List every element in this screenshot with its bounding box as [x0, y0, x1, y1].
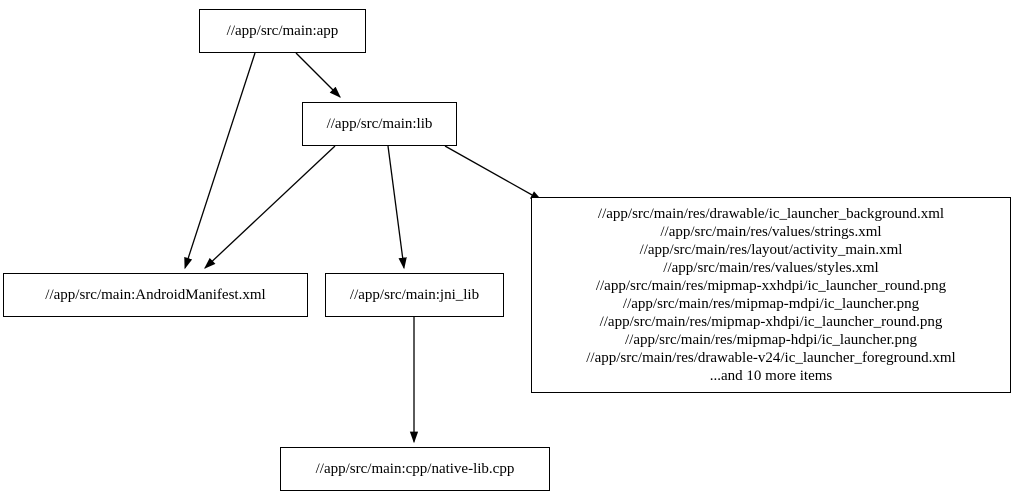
node-label-line: //app/src/main/res/drawable/ic_launcher_background.xml: [597, 206, 945, 222]
edge-app-to-lib: [296, 53, 340, 97]
node-label-line: //app/src/main/res/mipmap-mdpi/ic_launcher.png: [622, 296, 920, 312]
node-label-line: //app/src/main:cpp/native-lib.cpp: [315, 461, 515, 477]
graph-node-app[interactable]: [199, 9, 366, 53]
edge-lib-to-jni_lib: [388, 146, 404, 268]
node-label-line: //app/src/main/res/mipmap-hdpi/ic_launcher.png: [624, 332, 917, 348]
graph-node-jni-lib[interactable]: [325, 273, 504, 317]
node-label-line: //app/src/main/res/drawable-v24/ic_launcher_foreground.xml: [586, 350, 956, 366]
node-label-line: //app/src/main:app: [226, 23, 339, 39]
edge-lib-to-resources: [445, 146, 541, 200]
edge-lib-to-manifest: [205, 146, 335, 268]
node-label-line: //app/src/main/res/layout/activity_main.xml: [639, 242, 903, 258]
node-label-line: //app/src/main/res/mipmap-xxhdpi/ic_launcher_round.png: [595, 278, 947, 294]
graph-node-android-manifest[interactable]: [3, 273, 308, 317]
node-label-line: //app/src/main:jni_lib: [349, 287, 480, 303]
edge-app-to-manifest: [185, 53, 255, 268]
node-label-line: //app/src/main:lib: [326, 116, 433, 132]
node-label-more-items: ...and 10 more items: [709, 368, 833, 384]
node-label-line: //app/src/main/res/values/strings.xml: [660, 224, 882, 240]
node-label-line: //app/src/main/res/mipmap-xhdpi/ic_launcher_round.png: [599, 314, 943, 330]
graph-node-resources[interactable]: [531, 197, 1011, 393]
graph-node-native-lib-cpp[interactable]: [280, 447, 550, 491]
graph-node-lib[interactable]: [302, 102, 457, 146]
node-label-line: //app/src/main:AndroidManifest.xml: [45, 287, 266, 303]
node-label-line: //app/src/main/res/values/styles.xml: [663, 260, 879, 276]
